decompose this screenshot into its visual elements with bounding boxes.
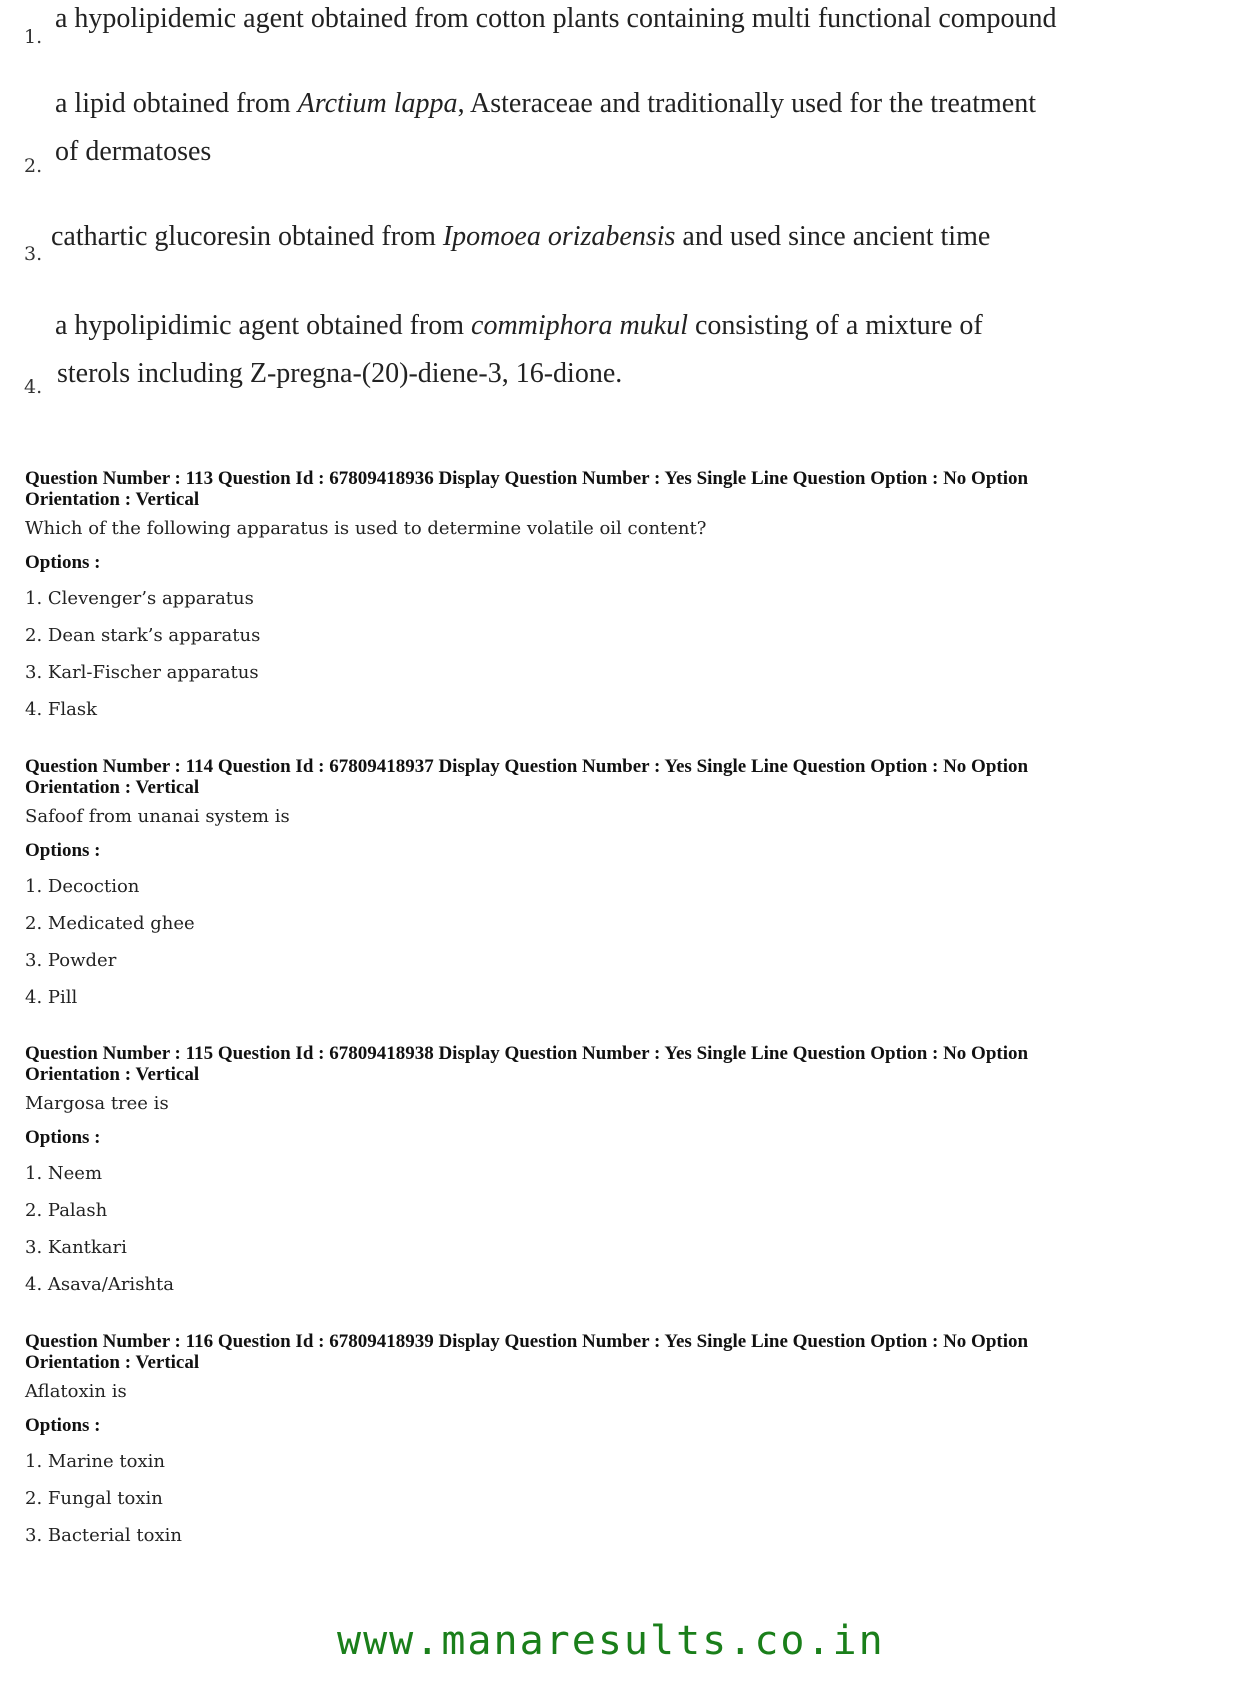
option-item: 1. Neem (25, 1163, 103, 1184)
question-115 (25, 1043, 1225, 1297)
question-text: Safoof from unanai system is (25, 806, 290, 827)
question-text: Which of the following apparatus is used to determine volatile oil content? (25, 518, 707, 539)
option-item: 1. Decoction (25, 876, 140, 897)
option-number: 4. (24, 376, 43, 398)
option-item: 4. Pill (25, 987, 78, 1008)
option-item: 3. Powder (25, 950, 117, 971)
question-113 (25, 468, 1225, 722)
option-number: 2. (24, 155, 43, 177)
option-item: 2. Dean stark’s apparatus (25, 625, 261, 646)
watermark-url: www.manaresults.co.in (337, 1618, 885, 1664)
option-item: 1. Clevenger’s apparatus (25, 588, 254, 609)
question-114 (25, 756, 1225, 1010)
option-item: 3. Kantkari (25, 1237, 127, 1258)
question-text: Margosa tree is (25, 1093, 169, 1114)
option-number: 3. (24, 243, 43, 265)
options-label: Options : (25, 1415, 101, 1436)
option-item: 1. Marine toxin (25, 1451, 165, 1472)
question-116 (25, 1331, 1225, 1548)
question-header: Question Number : 115 Question Id : 67809418938 Display Question Number : Yes Single Line Question Option : No Option Orientation : Vertical (25, 1043, 1029, 1085)
option-item: 3. Karl-Fischer apparatus (25, 662, 259, 683)
option-text: a hypolipidimic agent obtained from commiphora mukul consisting of a mixture of sterols including Z-pregna-(20)-diene-3, 16-dione. (55, 310, 983, 389)
option-item: 2. Palash (25, 1200, 108, 1221)
options-label: Options : (25, 552, 101, 573)
option-item: 4. Flask (25, 699, 98, 720)
option-item: 2. Medicated ghee (25, 913, 195, 934)
question-header: Question Number : 113 Question Id : 67809418936 Display Question Number : Yes Single Line Question Option : No Option Orientation : Vertical (25, 468, 1029, 510)
option-text: a hypolipidemic agent obtained from cotton plants containing multi functional compound (55, 3, 1057, 34)
options-label: Options : (25, 840, 101, 861)
option-item: 2. Fungal toxin (25, 1488, 163, 1509)
options-label: Options : (25, 1127, 101, 1148)
option-number: 1. (24, 26, 43, 48)
question-header: Question Number : 114 Question Id : 67809418937 Display Question Number : Yes Single Line Question Option : No Option Orientation : Vertical (25, 756, 1029, 798)
option-text: cathartic glucoresin obtained from Ipomoea orizabensis and used since ancient time (51, 221, 991, 252)
question-text: Aflatoxin is (25, 1381, 127, 1402)
option-text: a lipid obtained from Arctium lappa, Asteraceae and traditionally used for the treatment of dermatoses (55, 88, 1036, 167)
question-header: Question Number : 116 Question Id : 67809418939 Display Question Number : Yes Single Line Question Option : No Option Orientation : Vertical (25, 1331, 1029, 1373)
option-item: 4. Asava/Arishta (25, 1274, 174, 1295)
option-item: 3. Bacterial toxin (25, 1525, 182, 1546)
